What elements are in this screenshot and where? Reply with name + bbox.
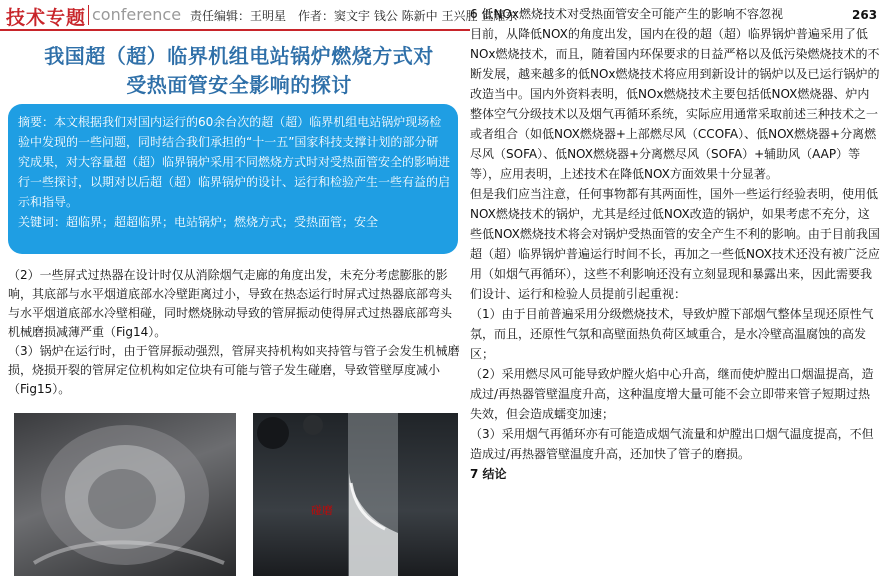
worn-tube-photo xyxy=(14,413,236,576)
section-6-paragraph-2: 但是我们应当注意，任何事物都有其两面性，国外一些运行经验表明，使用低NOX燃烧技术的锅炉，尤其是经过低NOX改造的锅炉，如果考虑不充分，这些低NOX燃烧技术将会对锅炉受热面管的安全产生不利的影响。由于目前我国超（超）临界锅炉普遍运行时间不长，再加之一些低NOX技术还没有被广泛应用（如烟气再循环），这些不利影响还没有立刻显现和暴露出来，因此需要我们设计、运行和检验人员提前引起重视： xyxy=(470,187,880,301)
page-number: 263 xyxy=(852,8,878,22)
brand-divider xyxy=(88,5,89,25)
rub-mark-label: 碰磨 xyxy=(311,504,333,517)
title-line-2: 受热面管安全影响的探讨 xyxy=(126,73,352,97)
column-brand-english: conference xyxy=(92,5,182,24)
abstract-box xyxy=(8,104,458,254)
paragraph-item-3: （3）锅炉在运行时，由于管屏振动强烈，管屏夹持机构如夹持管与管子会发生机械磨损，烧损开裂的管屏定位机构如定位块有可能与管子发生碰磨，导致管壁厚度减小（Fig15）。 xyxy=(8,344,460,396)
tube-rubbing-photo xyxy=(253,413,458,576)
editor-author-credits: 责任编辑：王明星 作者：窦文宇 钱公 陈新中 王兴胜 宣耀东 xyxy=(190,9,518,23)
section-6-heading: 6 低NOx燃烧技术对受热面管安全可能产生的影响不容忽视 xyxy=(470,7,783,21)
section-6-paragraph-1: 目前，从降低NOX的角度出发，国内在役的超（超）临界锅炉普遍采用了低NOx燃烧技术，而且，随着国内环保要求的日益严格以及低污染燃烧技术的不断发展，越来越多的低NOx燃烧技术将应用到新设计的锅炉以及已运行锅炉的改造当中。国内外资料表明，低NOx燃烧技术主要包括低NOX燃烧器、炉内整体空气分级技术以及烟气再循环系统，实际应用通常采取前述三种技术之一或者组合（如低NOX燃烧器+上部燃尽风（CCOFA）、低NOX燃烧器+分离燃尽风（SOFA）、低NOX燃烧器+分离燃尽风（SOFA）+辅助风（AAP）等等），应用表明，上述技术在降低NOX方面效果十分显著。 xyxy=(470,27,880,181)
list-item-3: （3）采用烟气再循环亦有可能造成烟气流量和炉膛出口烟气温度提高，不但造成过/再热器管壁温度升高，还加快了管子的磨损。 xyxy=(470,427,874,461)
paragraph-item-2: （2）一些屏式过热器在设计时仅从消除烟气走廊的角度出发，未充分考虑膨胀的影响，其底部与水平烟道底部水冷壁距离过小，导致在热态运行时屏式过热器底部弯头与水平烟道底部水冷壁相碰，同时燃烧脉动导致的管屏振动使得屏式过热器底部弯头机械磨损减薄严重（Fig14）。 xyxy=(8,268,453,339)
list-item-1: （1）由于目前普遍采用分级燃烧技术，导致炉膛下部烟气整体呈现还原性气氛，而且，还原性气氛和高壁面热负荷区域重合，是水冷壁高温腐蚀的高发区； xyxy=(470,307,874,361)
abstract-text: 摘要：本文根据我们对国内运行的60余台次的超（超）临界机组电站锅炉现场检验中发现的一些问题，同时结合我们承担的“十一五”国家科技支撑计划的部分研究成果，对大容量超（超）临界锅炉采用不同燃烧方式时对受热面管安全的影响进行一些探讨，以期对以后超（超）临界锅炉的设计、运行和检验产生一些有益的启示和指导。 xyxy=(18,115,451,209)
header-rule xyxy=(0,29,470,31)
left-column-text xyxy=(8,266,460,399)
fig15-photo xyxy=(253,413,458,576)
fig14-photo xyxy=(14,413,236,576)
list-item-2: （2）采用燃尽风可能导致炉膛火焰中心升高，继而使炉膛出口烟温提高，造成过/再热器管壁温度升高，这种温度增大量可能不会立即带来管子短期过热失效，但会造成蠕变加速； xyxy=(470,367,874,421)
column-brand: 技术专题 xyxy=(6,7,87,29)
keywords-text: 关键词：超临界；超超临界；电站锅炉；燃烧方式；受热面管；安全 xyxy=(18,215,379,229)
section-7-heading: 7 结论 xyxy=(470,467,507,481)
right-column-text xyxy=(470,4,880,484)
article-title xyxy=(8,42,470,100)
title-line-1: 我国超（超）临界机组电站锅炉燃烧方式对 xyxy=(44,44,434,68)
